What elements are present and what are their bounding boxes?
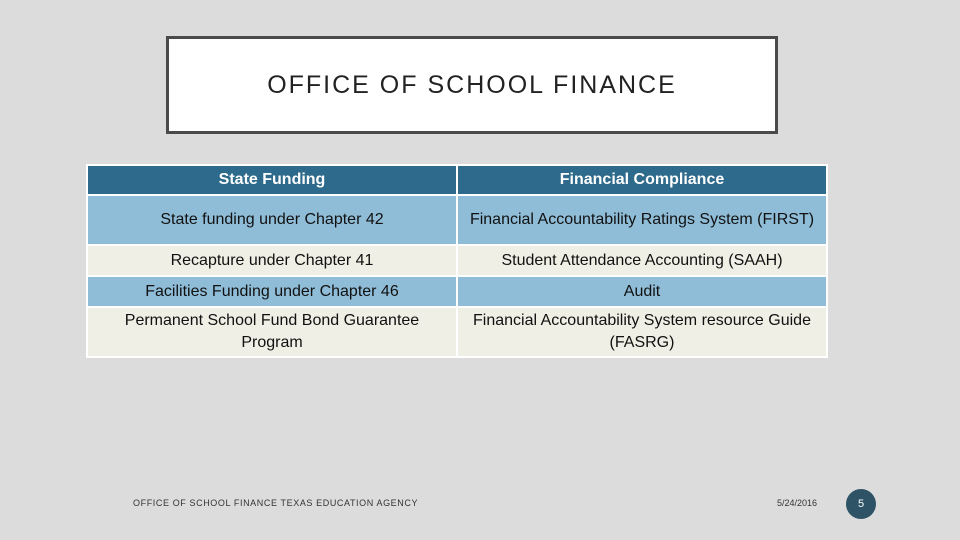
- table-cell: Permanent School Fund Bond Guarantee Program: [87, 307, 457, 357]
- table-cell: Student Attendance Accounting (SAAH): [457, 245, 827, 276]
- table-row: [87, 195, 827, 245]
- table-cell: Audit: [457, 276, 827, 307]
- table-cell: Recapture under Chapter 41: [87, 245, 457, 276]
- table-cell: Financial Accountability Ratings System (FIRST): [457, 195, 827, 245]
- page-number-badge: 5: [846, 489, 876, 519]
- funding-table: [86, 164, 828, 358]
- table-cell: Financial Accountability System resource Guide (FASRG): [457, 307, 827, 357]
- slide-title: OFFICE OF SCHOOL FINANCE: [267, 70, 677, 99]
- footer-date: 5/24/2016: [777, 498, 818, 508]
- title-box: [166, 36, 778, 134]
- table-row: [87, 307, 827, 357]
- header-state-funding: State Funding: [87, 165, 457, 195]
- table-row: [87, 245, 827, 276]
- table-cell: State funding under Chapter 42: [87, 195, 457, 245]
- table-row: [87, 276, 827, 307]
- table-header-row: [87, 165, 827, 195]
- table-cell: Facilities Funding under Chapter 46: [87, 276, 457, 307]
- header-financial-compliance: Financial Compliance: [457, 165, 827, 195]
- footer-text: OFFICE OF SCHOOL FINANCE TEXAS EDUCATION AGENCY: [133, 498, 419, 508]
